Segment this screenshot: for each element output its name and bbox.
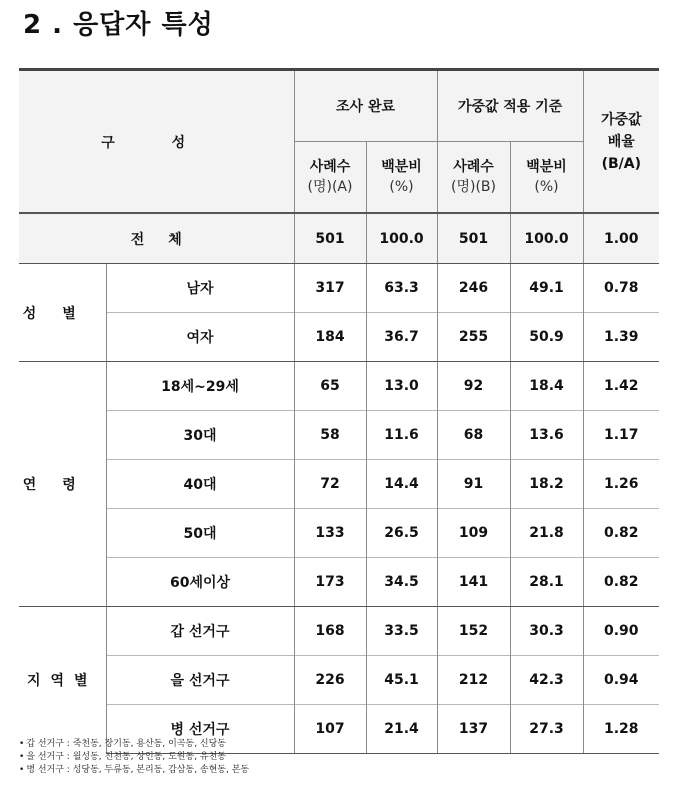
footnote-text: 을 선거구 : 월성동, 진천동, 상인동, 도원동, 유천동 [26, 752, 227, 762]
cell-count-b: 152 [437, 607, 510, 656]
header-count-a-unit: (명)(A) [307, 179, 353, 195]
cell-weight-ratio: 1.28 [583, 705, 659, 754]
header-composition [19, 70, 294, 214]
header-percent-b-label: 백분비 [526, 159, 567, 175]
cell-percent-a: 34.5 [366, 558, 437, 607]
group-label-text: 연령 [22, 477, 102, 493]
cell-percent-b: 42.3 [510, 656, 583, 705]
header-weight-ratio-line3: (B/A) [601, 155, 641, 172]
cell-weight-ratio: 1.39 [583, 313, 659, 362]
header-weight-ratio-line1: 가중값 [600, 111, 642, 128]
cell-weight-ratio: 1.42 [583, 362, 659, 411]
total-weight-ratio: 1.00 [583, 213, 659, 264]
group-label-text: 지역별 [26, 673, 98, 690]
cell-count-a: 107 [294, 705, 366, 754]
table-row [19, 509, 659, 558]
footnote-text: 병 선거구 : 성당동, 두류동, 본리동, 감삼동, 송현동, 본동 [26, 765, 250, 775]
group-label-text: 성별 [22, 305, 102, 322]
table-row [19, 264, 659, 313]
header-percent-a-unit: (%) [389, 179, 414, 195]
bullet-icon: • [19, 752, 25, 762]
table-row [19, 460, 659, 509]
footnote-line [19, 738, 249, 751]
footnote-line [19, 751, 249, 764]
header-percent-b [510, 142, 583, 214]
cell-percent-a: 33.5 [366, 607, 437, 656]
bullet-icon: • [19, 765, 25, 775]
header-count-a [294, 142, 366, 214]
row-label: 여자 [106, 313, 294, 362]
cell-count-b: 141 [437, 558, 510, 607]
cell-percent-b: 18.4 [510, 362, 583, 411]
cell-percent-b: 18.2 [510, 460, 583, 509]
row-label: 60세이상 [106, 558, 294, 607]
cell-percent-a: 14.4 [366, 460, 437, 509]
row-label: 남자 [106, 264, 294, 313]
cell-weight-ratio: 1.17 [583, 411, 659, 460]
cell-count-a: 168 [294, 607, 366, 656]
cell-count-a: 317 [294, 264, 366, 313]
table-row [19, 313, 659, 362]
cell-weight-ratio: 0.90 [583, 607, 659, 656]
row-label: 30대 [106, 411, 294, 460]
total-percent-b: 100.0 [510, 213, 583, 264]
table-header [19, 70, 659, 214]
cell-percent-b: 13.6 [510, 411, 583, 460]
cell-count-b: 92 [437, 362, 510, 411]
respondent-characteristics-table [19, 68, 659, 754]
page-title: 2 . 응답자 특성 [23, 10, 214, 40]
cell-count-b: 246 [437, 264, 510, 313]
table-row [19, 558, 659, 607]
cell-count-b: 109 [437, 509, 510, 558]
row-label: 50대 [106, 509, 294, 558]
row-label: 40대 [106, 460, 294, 509]
cell-count-b: 91 [437, 460, 510, 509]
cell-count-a: 173 [294, 558, 366, 607]
table-row [19, 411, 659, 460]
total-count-b: 501 [437, 213, 510, 264]
header-percent-a-label: 백분비 [381, 159, 422, 175]
header-weight-basis: 가중값 적용 기준 [437, 70, 583, 142]
total-count-a: 501 [294, 213, 366, 264]
header-count-b [437, 142, 510, 214]
total-row [19, 213, 659, 264]
header-count-b-unit: (명)(B) [451, 179, 496, 195]
row-label: 갑 선거구 [106, 607, 294, 656]
cell-percent-b: 28.1 [510, 558, 583, 607]
table-row [19, 656, 659, 705]
row-label: 병 선거구 [106, 705, 294, 754]
group-label [19, 362, 106, 607]
header-percent-b-unit: (%) [534, 179, 559, 195]
cell-weight-ratio: 0.82 [583, 509, 659, 558]
footnote-text: 갑 선거구 : 죽천동, 장기동, 용산동, 이곡동, 신당동 [26, 739, 227, 749]
cell-count-a: 226 [294, 656, 366, 705]
cell-weight-ratio: 0.94 [583, 656, 659, 705]
total-label: 전체 [19, 213, 294, 264]
cell-percent-a: 45.1 [366, 656, 437, 705]
header-weight-ratio [583, 70, 659, 214]
group-label [19, 607, 106, 754]
table-body [19, 213, 659, 754]
header-weight-ratio-line2: 배율 [607, 133, 635, 150]
header-percent-a [366, 142, 437, 214]
cell-percent-b: 49.1 [510, 264, 583, 313]
header-survey-complete: 조사 완료 [294, 70, 437, 142]
footnotes [19, 738, 249, 777]
row-label: 18세~29세 [106, 362, 294, 411]
cell-count-a: 65 [294, 362, 366, 411]
group-label [19, 264, 106, 362]
cell-percent-b: 21.8 [510, 509, 583, 558]
cell-percent-a: 21.4 [366, 705, 437, 754]
row-label: 을 선거구 [106, 656, 294, 705]
table-row [19, 362, 659, 411]
cell-percent-b: 50.9 [510, 313, 583, 362]
table-row [19, 607, 659, 656]
cell-count-b: 255 [437, 313, 510, 362]
cell-percent-a: 36.7 [366, 313, 437, 362]
cell-percent-a: 11.6 [366, 411, 437, 460]
cell-count-a: 184 [294, 313, 366, 362]
header-composition-label: 구 성 [101, 134, 212, 151]
cell-weight-ratio: 1.26 [583, 460, 659, 509]
cell-count-a: 133 [294, 509, 366, 558]
cell-percent-a: 26.5 [366, 509, 437, 558]
cell-count-b: 68 [437, 411, 510, 460]
cell-percent-a: 63.3 [366, 264, 437, 313]
footnote-line [19, 764, 249, 777]
bullet-icon: • [19, 739, 25, 749]
cell-count-b: 212 [437, 656, 510, 705]
cell-weight-ratio: 0.78 [583, 264, 659, 313]
header-count-a-label: 사례수 [309, 159, 351, 175]
total-percent-a: 100.0 [366, 213, 437, 264]
cell-weight-ratio: 0.82 [583, 558, 659, 607]
cell-percent-b: 30.3 [510, 607, 583, 656]
cell-count-a: 58 [294, 411, 366, 460]
header-count-b-label: 사례수 [453, 159, 494, 175]
cell-count-b: 137 [437, 705, 510, 754]
cell-percent-b: 27.3 [510, 705, 583, 754]
cell-count-a: 72 [294, 460, 366, 509]
cell-percent-a: 13.0 [366, 362, 437, 411]
